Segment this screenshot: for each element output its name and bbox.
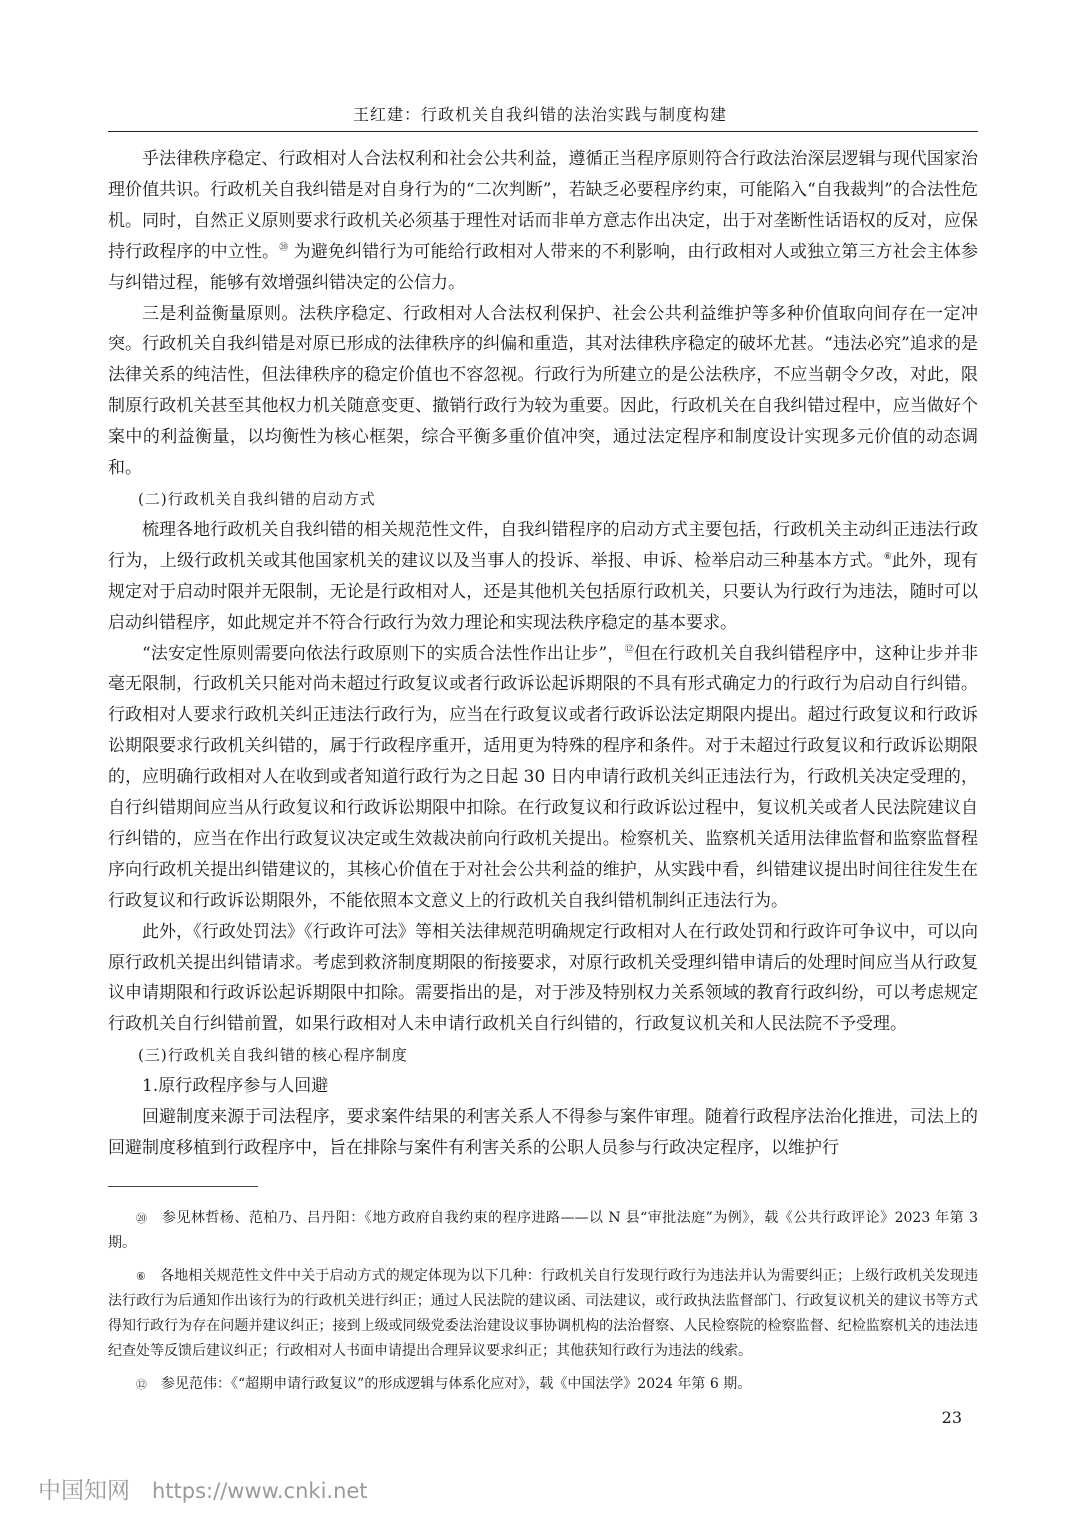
paragraph-5: 此外，《行政处罚法》《行政许可法》等相关法律规范明确规定行政相对人在行政处罚和行政许可争议中，可以向原行政机关提出纠错请求。考虑到救济制度期限的衔接要求，对原行政机关受理纠错申请后的处理时间应当从行政复议申请期限和行政诉讼起诉期限中扣除。需要指出的是，对于涉及特别权力关系领域的教育行政纠纷，可以考虑规定行政机关自行纠错前置，如果行政相对人未申请行政机关自行纠错的，行政复议机关和人民法院不予受理。 — [108, 921, 978, 1035]
footnote-mark: ⑳ — [136, 1212, 148, 1225]
section-heading-2: (二)行政机关自我纠错的启动方式 — [138, 489, 376, 508]
footnote-2: ⑥ 各地相关规范性文件中关于启动方式的规定体现为以下几种：行政机关自行发现行政行为违法并认为需要纠正；上级行政机关发现违法行政行为后通知作出该行为的行政机关进行纠正；通过人民法院的建议函、司法建议，或行政执法监督部门、行政复议机关的建议书等方式得知行政行为存在问题并建议纠正；接到上级或同级党委法治建设议事协调机构的法治督察、人民检察院的检察监督、纪检监察机关的违法违纪查处等反馈后建议纠正；行政相对人书面申请提出合理异议要求纠正；其他获知行政行为违法的线索。 — [108, 1268, 978, 1359]
paragraph-6: 回避制度来源于司法程序，要求案件结果的利害关系人不得参与案件审理。随着行政程序法治化推进，司法上的回避制度移植到行政程序中，旨在排除与案件有利害关系的公职人员参与行政决定程序，以维护行 — [108, 1107, 978, 1158]
paragraph-3: 梳理各地行政机关自我纠错的相关规范性文件，自我纠错程序的启动方式主要包括，行政机关主动纠正违法行政行为，上级行政机关或其他国家机关的建议以及当事人的投诉、举报、申诉、检举启动三种基本方式。⑥此外，现有规定对于启动时限并无限制，无论是行政相对人，还是其他机关包括原行政机关，只要认为行政行为违法，随时可以启动纠错程序，如此规定并不符合行政行为效力理论和实现法秩序稳定的基本要求。 — [108, 519, 979, 633]
paragraph-4: “法安定性原则需要向依法行政原则下的实质合法性作出让步”，⑫但在行政机关自我纠错程序中，这种让步并非毫无限制，行政机关只能对尚未超过行政复议或者行政诉讼起诉期限的不具有形式确定力的行政行为启动自行纠错。行政相对人要求行政机关纠正违法行政行为，应当在行政复议或者行政诉讼法定期限内提出。超过行政复议和行政诉讼期限要求行政机关纠错的，属于行政程序重开，适用更为特殊的程序和条件。对于未超过行政复议和行政诉讼期限的，应明确行政相对人在收到或者知道行政行为之日起 30 日内申请行政机关纠正违法行为，行政机关决定受理的，自行纠错期间应当从行政复议和行政诉讼期限中扣除。在行政复议和行政诉讼过程中，复议机关或者人民法院建议自行纠错的，应当在作出行政复议决定或生效裁决前向行政机关提出。检察机关、监察机关适用法律监督和监察监督程序向行政机关提出纠错建议的，其核心价值在于对社会公共利益的维护，从实践中看，纠错建议提出时间往往发生在行政复议和行政诉讼期限外，不能依照本文意义上的行政机关自我纠错机制纠正违法行为。 — [108, 643, 978, 911]
running-header: 王红建：行政机关自我纠错的法治实践与制度构建 — [352, 105, 727, 124]
cnki-watermark — [38, 1472, 368, 1505]
footnotes — [108, 1206, 978, 1405]
section-heading-3: (三)行政机关自我纠错的核心程序制度 — [138, 1046, 408, 1065]
paragraph-1: 乎法律秩序稳定、行政相对人合法权利和社会公共利益，遵循正当程序原则符合行政法治深层逻辑与现代国家治理价值共识。行政机关自我纠错是对自身行为的“二次判断”，若缺乏必要程序约束，可能陷入“自我裁判”的合法性危机。同时，自然正义原则要求行政机关必须基于理性对话而非单方意志作出决定，出于对垄断性话语权的反对，应保持行政程序的中立性。⑳ 为避免纠错行为可能给行政相对人带来的不利影响，由行政相对人或独立第三方社会主体参与纠错过程，能够有效增强纠错决定的公信力。 — [108, 149, 978, 293]
footnote-ref-3[interactable]: ⑫ — [624, 644, 634, 655]
subsection-heading-1: 1.原行政程序参与人回避 — [142, 1076, 329, 1097]
cnki-brand: 中国知网 — [38, 1478, 130, 1504]
header-rule — [108, 131, 978, 132]
paragraph-2: 三是利益衡量原则。法秩序稳定、行政相对人合法权利保护、社会公共利益维护等多种价值取向间存在一定冲突。行政机关自我纠错是对原已形成的法律秩序的纠偏和重造，其对法律秩序稳定的破坏尤甚。“违法必究”追求的是法律关系的纯洁性，但法律秩序的稳定价值也不容忽视。行政行为所建立的是公法秩序，不应当朝令夕改，对此，限制原行政机关甚至其他权力机关随意变更、撤销行政行为较为重要。因此，行政机关在自我纠错过程中，应当做好个案中的利益衡量，以均衡性为核心框架，综合平衡多重价值冲突，通过法定程序和制度设计实现多元价值的动态调和。 — [108, 303, 978, 479]
footnote-1: ⑳ 参见林哲杨、范柏乃、吕丹阳：《地方政府自我约束的程序进路——以 N 县“审批法庭”为例》，载《公共行政评论》2023 年第 3 期。 — [108, 1210, 978, 1251]
cnki-url[interactable]: https://www.cnki.net — [152, 1479, 368, 1503]
footnote-ref-2[interactable]: ⑥ — [883, 551, 893, 562]
footnote-mark: ⑫ — [136, 1378, 147, 1391]
footnote-mark: ⑥ — [136, 1270, 146, 1283]
footnote-rule — [108, 1186, 258, 1187]
body-text — [108, 144, 978, 1164]
page-number: 23 — [941, 1408, 962, 1427]
footnote-ref-1[interactable]: ⑳ — [279, 242, 289, 253]
footnote-3: ⑫ 参见范伟：《“超期申请行政复议”的形成逻辑与体系化应对》，载《中国法学》2024 年第 6 期。 — [136, 1376, 752, 1392]
